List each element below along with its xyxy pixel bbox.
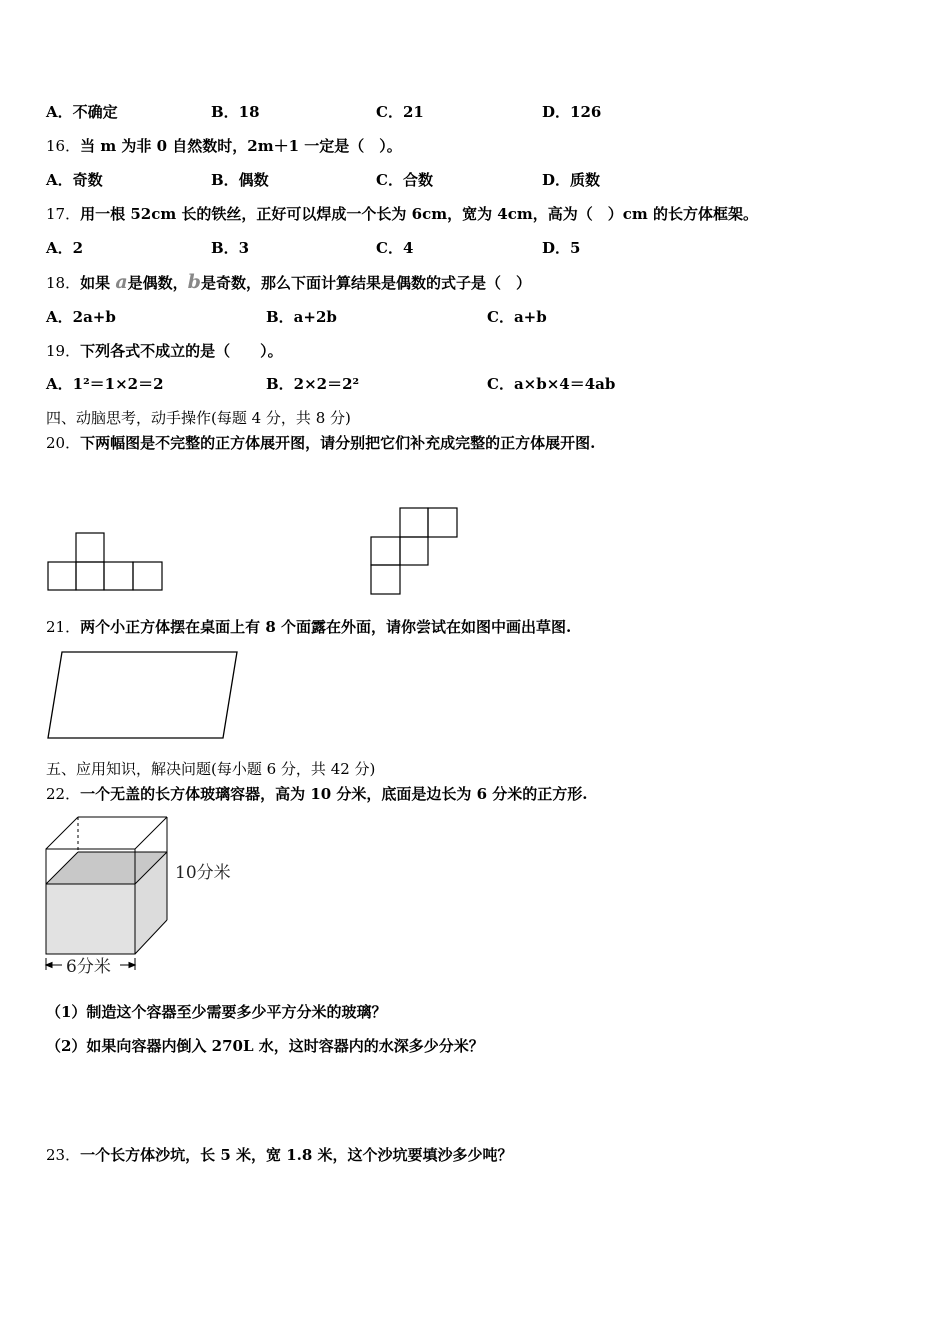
net1-square-1 bbox=[48, 562, 76, 590]
q17-option-a: A．2 bbox=[46, 239, 84, 257]
net2-square-mid-left bbox=[371, 537, 400, 565]
q21-stem bbox=[46, 617, 571, 637]
side-label: 6分米 bbox=[66, 957, 111, 977]
q16-option-a: A．奇数 bbox=[46, 171, 103, 189]
q22-subquestion-2: （2）如果向容器内倒入 270L 水，这时容器内的水深多少分米？ bbox=[46, 1037, 484, 1055]
q19-option-b: B．2×2＝2² bbox=[266, 375, 360, 393]
q21-text: 两个小正方体摆在桌面上有 8 个面露在外面，请你尝试在如图中画出草图. bbox=[80, 618, 572, 636]
q16-option-b: B．偶数 bbox=[211, 171, 269, 189]
q19-number: 19． bbox=[46, 342, 81, 360]
section-4-heading: 四、动脑思考，动手操作(每题 4 分，共 8 分) bbox=[46, 409, 351, 427]
q20-number: 20． bbox=[46, 434, 81, 452]
q22-text: 一个无盖的长方体玻璃容器，高为 10 分米，底面是边长为 6 分米的正方形. bbox=[80, 785, 588, 803]
section-5-heading: 五、应用知识，解决问题(每小题 6 分，共 42 分) bbox=[46, 760, 376, 778]
q22-container-figure bbox=[40, 812, 250, 980]
net1-square-top bbox=[76, 533, 104, 562]
q18-option-a: A．2a+b bbox=[46, 308, 116, 326]
net2-square-bottom bbox=[371, 565, 400, 594]
height-label: 10分米 bbox=[175, 863, 231, 883]
q17-option-b: B．3 bbox=[211, 239, 250, 257]
q18-number: 18． bbox=[46, 274, 81, 292]
q20-net-figure-1 bbox=[47, 532, 165, 592]
q17-number: 17． bbox=[46, 205, 81, 223]
q17-stem bbox=[46, 204, 758, 224]
q16-text: 当 m 为非 0 自然数时，2m＋1 一定是（ ）。 bbox=[80, 137, 402, 155]
q18-variable-b: b bbox=[187, 271, 201, 293]
q21-number: 21． bbox=[46, 618, 81, 636]
q22-subquestion-1: （1）制造这个容器至少需要多少平方分米的玻璃？ bbox=[46, 1003, 387, 1021]
q16-stem bbox=[46, 136, 402, 156]
q23-number: 23． bbox=[46, 1146, 81, 1164]
q15-option-d: D．126 bbox=[542, 103, 602, 121]
q21-desk-parallelogram bbox=[47, 650, 239, 740]
q18-text-post: 是奇数，那么下面计算结果是偶数的式子是（ ） bbox=[200, 274, 531, 292]
q15-option-c: C．21 bbox=[376, 103, 424, 121]
q18-option-c: C．a+b bbox=[487, 308, 547, 326]
q22-stem bbox=[46, 784, 588, 804]
net2-square-top-right bbox=[428, 508, 457, 537]
q15-option-b: B．18 bbox=[211, 103, 260, 121]
net2-square-top-left bbox=[400, 508, 428, 537]
q19-text: 下列各式不成立的是（ ）。 bbox=[80, 342, 283, 360]
q20-net-figure-2 bbox=[370, 507, 460, 597]
water-front-face bbox=[46, 884, 135, 954]
q18-option-b: B．a+2b bbox=[266, 308, 337, 326]
q17-option-d: D．5 bbox=[542, 239, 581, 257]
q22-number: 22． bbox=[46, 785, 81, 803]
q23-text: 一个长方体沙坑，长 5 米，宽 1.8 米，这个沙坑要填沙多少吨？ bbox=[80, 1146, 513, 1164]
q17-option-c: C．4 bbox=[376, 239, 414, 257]
q16-option-c: C．合数 bbox=[376, 171, 433, 189]
q23-stem bbox=[46, 1145, 513, 1165]
q16-option-d: D．质数 bbox=[542, 171, 601, 189]
q19-stem bbox=[46, 341, 283, 361]
q20-text: 下两幅图是不完整的正方体展开图，请分别把它们补充成完整的正方体展开图. bbox=[80, 434, 596, 452]
q18-variable-a: a bbox=[115, 271, 128, 293]
q18-stem bbox=[46, 272, 531, 293]
q16-number: 16． bbox=[46, 137, 81, 155]
q20-stem bbox=[46, 433, 595, 453]
q18-text-mid: 是偶数， bbox=[127, 274, 188, 292]
q19-option-a: A．1²＝1×2＝2 bbox=[46, 375, 164, 393]
net1-square-3 bbox=[104, 562, 133, 590]
q19-option-c: C．a×b×4＝4ab bbox=[487, 375, 616, 393]
net1-square-4 bbox=[133, 562, 162, 590]
net1-square-2 bbox=[76, 562, 104, 590]
q18-text-pre: 如果 bbox=[80, 274, 116, 292]
q15-option-a: A．不确定 bbox=[46, 103, 118, 121]
net2-square-mid-right bbox=[400, 537, 428, 565]
q17-text: 用一根 52cm 长的铁丝，正好可以焊成一个长为 6cm，宽为 4cm，高为（ ）cm 的长方体框架。 bbox=[80, 205, 758, 223]
